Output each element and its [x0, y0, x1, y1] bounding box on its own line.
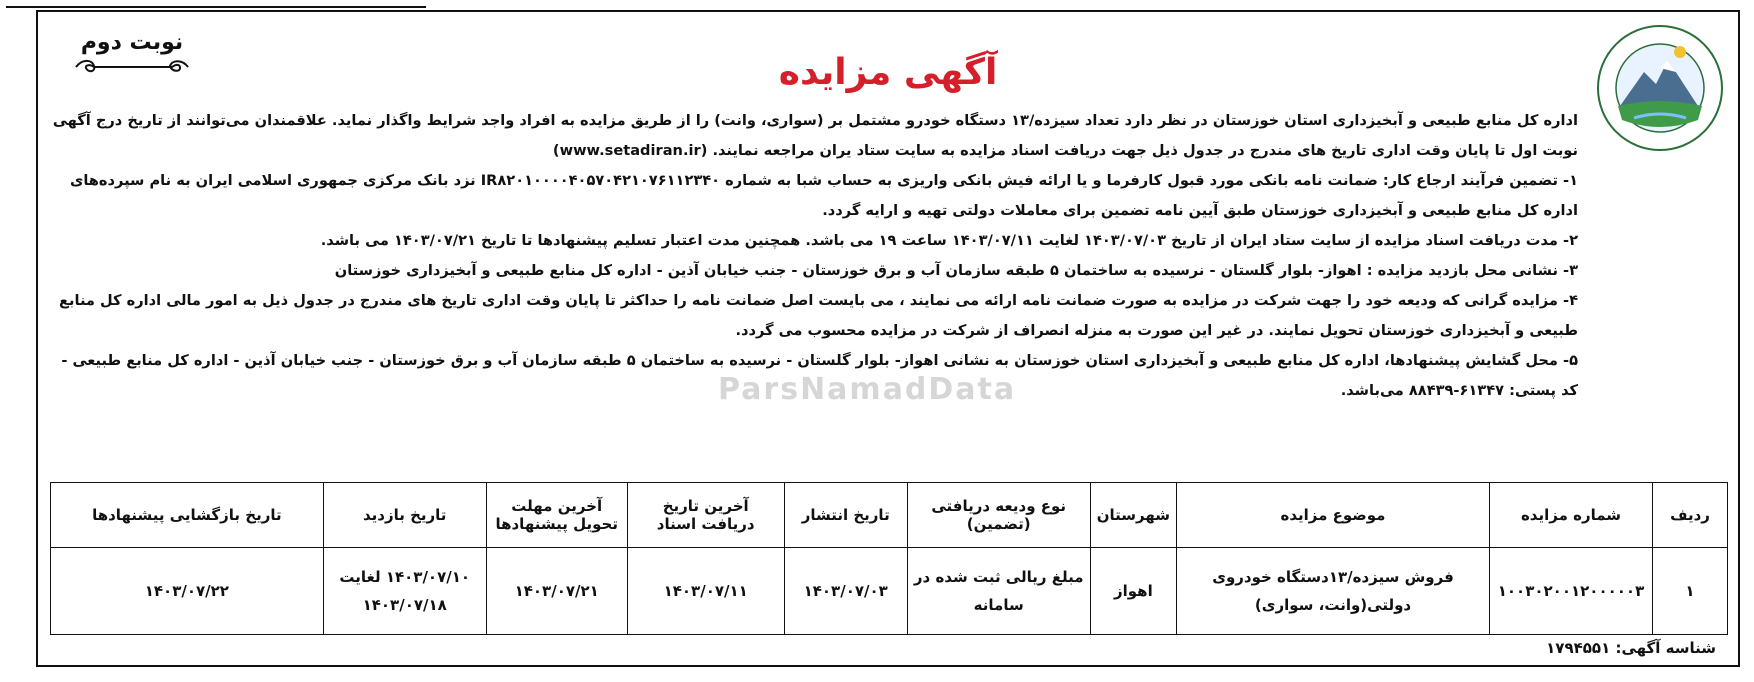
round-text: نوبت دوم: [80, 30, 184, 55]
table-row: [51, 548, 1728, 635]
cell-docs-deadline: ۱۴۰۳/۰۷/۱۱: [627, 548, 784, 635]
col-header-visit-date: تاریخ بازدید: [323, 483, 486, 548]
col-header-auction-number: شماره مزایده: [1490, 483, 1653, 548]
cell-offer-deadline: ۱۴۰۳/۰۷/۲۱: [486, 548, 627, 635]
col-header-deposit-type: نوع ودیعه دریافتی (تضمین): [907, 483, 1090, 548]
clause-4: ۴- مزایده گرانی که ودیعه خود را جهت شرکت در مزایده به صورت ضمانت نامه ارائه می نمایند ، می بایست اصل ضمانت نامه را حداکثر تا پایان وقت اداری تاریخ های مندرج در جدول ذیل به امور مالی اداره کل منابع طبیعی و آبخیزداری خوزستان تحویل نمایند. در غیر این صورت به منزله انصراف از شرکت در مزایده محسوب می گردد.: [59, 292, 1578, 339]
cell-auction-number: ۱۰۰۳۰۲۰۰۱۲۰۰۰۰۰۳: [1490, 548, 1653, 635]
col-header-publish-date: تاریخ انتشار: [784, 483, 907, 548]
cell-publish-date: ۱۴۰۳/۰۷/۰۳: [784, 548, 907, 635]
table-header-row: [51, 483, 1728, 548]
cell-deposit-type: مبلغ ریالی ثبت شده در سامانه: [907, 548, 1090, 635]
clause-1: ۱- تضمین فرآیند ارجاع کار: ضمانت نامه بانکی مورد قبول کارفرما و یا ارائه فیش بانکی واریزی به حساب شبا به شماره IR۸۲۰۱۰۰۰۰۴۰۵۷۰۴۲۱۰۷۶۱۱۲۳۴۰ نزد بانک مرکزی جمهوری اسلامی ایران به نام سپرده‌های اداره کل منابع طبیعی و آبخیزداری خوزستان طبق آیین نامه تضمین برای معاملات دولتی تهیه و ارایه گردد.: [69, 172, 1578, 219]
clause-5: ۵- محل گشایش پیشنهادها، اداره کل منابع طبیعی و آبخیزداری استان خوزستان به نشانی اهواز- بلوار گلستان - نرسیده به ساختمان ۵ طبقه سازمان آب و برق خوزستان - جنب خیابان آذین - اداره کل منابع طبیعی - کد پستی: ۶۱۳۴۷-۸۸۴۳۹ می‌باشد.: [61, 352, 1578, 399]
cell-visit-date: ۱۴۰۳/۰۷/۱۰ لغایت ۱۴۰۳/۰۷/۱۸: [323, 548, 486, 635]
col-header-opening-date: تاریخ بازگشایی پیشنهادها: [51, 483, 324, 548]
notice-id: شناسه آگهی: ۱۷۹۴۵۵۱: [1546, 639, 1716, 657]
clause-3: ۳- نشانی محل بازدید مزایده : اهواز- بلوار گلستان - نرسیده به ساختمان ۵ طبقه سازمان آب و برق خوزستان - جنب خیابان آذین - اداره کل منابع طبیعی و آبخیزداری خوزستان: [334, 262, 1578, 279]
notice-body: [50, 106, 1578, 406]
cell-opening-date: ۱۴۰۳/۰۷/۲۲: [51, 548, 324, 635]
watermark-text: ParsNamadData: [718, 372, 1017, 407]
cell-subject: فروش سیزده/۱۳دستگاه خودروی دولتی(وانت، سواری): [1177, 548, 1490, 635]
auction-table-wrapper: [50, 482, 1728, 635]
clause-2: ۲- مدت دریافت اسناد مزایده از سایت ستاد ایران از تاریخ ۱۴۰۳/۰۷/۰۳ لغایت ۱۴۰۳/۰۷/۱۱ ساعت ۱۹ می باشد. همچنین مدت اعتبار تسلیم پیشنهادها تا تاریخ ۱۴۰۳/۰۷/۲۱ می باشد.: [320, 232, 1578, 249]
col-header-offer-deadline: آخرین مهلت تحویل پیشنهادها: [486, 483, 627, 548]
col-header-city: شهرستان: [1090, 483, 1176, 548]
top-rule: [6, 6, 426, 8]
cell-city: اهواز: [1090, 548, 1176, 635]
notice-frame: [36, 10, 1740, 667]
page-title: آگهی مزایده: [778, 52, 998, 93]
auction-table: [50, 482, 1728, 635]
cell-row-number: ۱: [1653, 548, 1728, 635]
col-header-row-number: ردیف: [1653, 483, 1728, 548]
col-header-subject: موضوع مزایده: [1177, 483, 1490, 548]
col-header-docs-deadline: آخرین تاریخ دریافت اسناد: [627, 483, 784, 548]
intro-paragraph: اداره کل منابع طبیعی و آبخیزداری استان خوزستان در نظر دارد تعداد سیزده/۱۳ دستگاه خودرو مشتمل بر (سواری، وانت) را از طریق مزایده به افراد واجد شرایط واگذار نماید. علاقمندان می‌توانند از تاریخ درج آگهی نوبت اول تا پایان وقت اداری تاریخ های مندرج در جدول ذیل جهت دریافت اسناد مزایده به سایت ستاد یران مراجعه نمایند. (www.setadiran.ir): [52, 112, 1578, 159]
